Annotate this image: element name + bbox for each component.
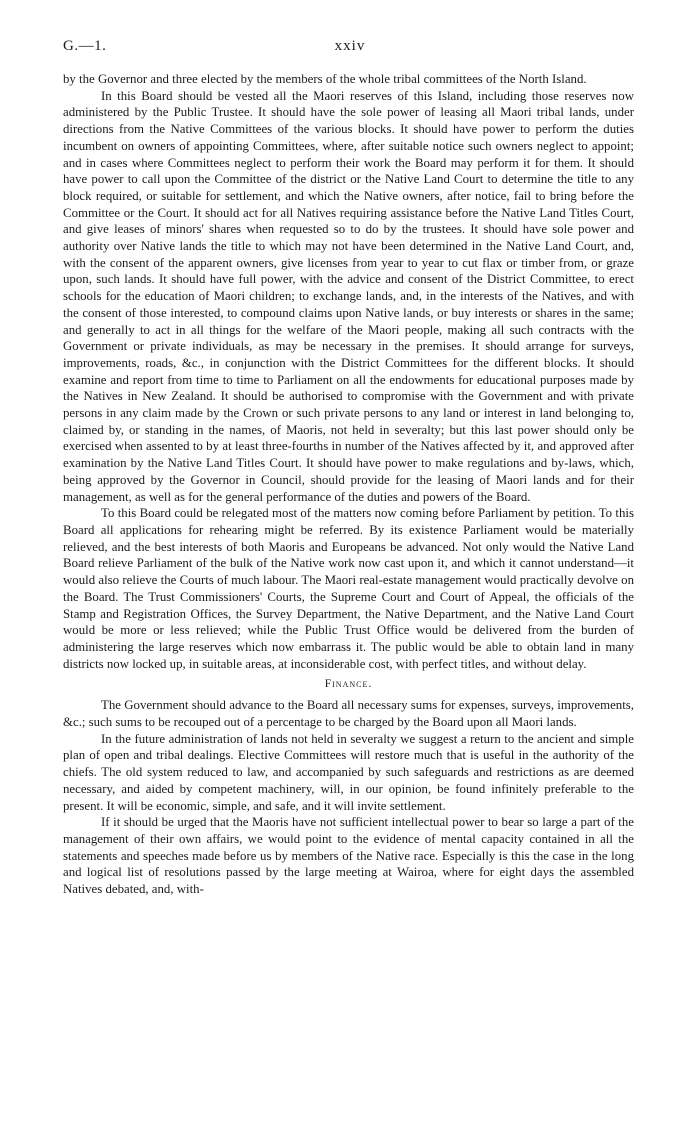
body-text: [63, 71, 634, 898]
paragraph-administration: In the future administration of lands not held in severalty we suggest a return to the ancient and simple plan of open and tribal dealings. Elective Committees will restore much that is useful in the authority of the chiefs. The old system reduced to law, and accompanied by such safeguards and restrictions as are deemed necessary, and aided by competent machinery, will, in our opinion, be found infinitely preferable to the present. It will be economic, simple, and safe, and it will invite settlement.: [63, 731, 634, 813]
paragraph-board-powers: In this Board should be vested all the Maori reserves of this Island, including those reserves now administered by the Public Trustee. It should have the sole power of leasing all Maori tribal lands, under directions from the Native Committees of the various blocks. It should have power to perform the duties incumbent on owners of appointing Committees, where, after suitable notice such owners neglect to appoint; and in cases where Committees neglect to perform their work the Board may perform it for them. It should have power to call upon the Committee of the district or the Native Land Court to determine the title to any block required, or suitable for settlement, and which the Native owners, after notice, fail to bring before the Committee or the Court. It should act for all Natives requiring assistance before the Native Land Titles Court, and give leases of minors' shares when requested so to do by the trustees. It should have sole power and authority over Native lands the title to which may not have been determined in the Native Land Court, and, with the consent of the apparent owners, give licenses from year to year to cut flax or timber from, or graze upon, such lands. It should have full power, with the advice and consent of the District Committee, to erect schools for the education of Maori children; to exchange lands, and, in the interests of the Natives, and with the consent of those interested, to compound claims upon Native lands, or buy interests or shares in the same; and generally to act in all things for the welfare of the Maori people, making all such contracts with the Government or private individuals, as may be necessary in the premises. It should arrange for surveys, improvements, roads, &c., in conjunction with the District Committees for the different blocks. It should examine and report from time to time to Parliament on all the endowments for educational purposes made by the Natives in New Zealand. It should be authorised to compromise with the Government and with private persons in any claim made by the Crown or such private persons to any land or interest in land belonging to, claimed by, or standing in the names, of Maoris, not held in severalty; but this last power should only be exercised when assented to by at least three-fourths in number of the Natives affected by it, and approved after examination by the Native Land Titles Court. It should have power to make regulations and by-laws, which, being approved by the Governor in Council, should provide for the leasing of Maori lands and for their management, as well as for the general performance of the duties and powers of the Board.: [63, 88, 634, 504]
paragraph-board-relegation: To this Board could be relegated most of the matters now coming before Parliament by petition. To this Board all applications for rehearing might be referred. By its existence Parliament would be materially relieved, and the best interests of both Maoris and Europeans be advanced. Not only would the Native Land Board relieve Parliament of the bulk of the Native work now cast upon it, and which it cannot understand—it would also relieve the Courts of much labour. The Maori real-estate management would practically devolve on the Board. The Trust Commissioners' Courts, the Supreme Court and Court of Appeal, the officials of the Stamp and Registration Offices, the Survey Department, the Native Department, and the Native Land Court would be more or less relieved; while the Public Trust Office would be delivered from the burden of administering the large reserves which now embarrass it. The public would be able to obtain land in many districts now locked up, in suitable areas, at inconsiderable cost, with perfect titles, and without delay.: [63, 506, 634, 671]
paragraph-intellectual-power: If it should be urged that the Maoris have not sufficient intellectual power to bear so large a part of the management of their own affairs, we would point to the evidence of mental capacity contained in all the statements and speeches made before us by members of the Native race. Especially is this the case in the long and logical list of resolutions passed by the large meeting at Wairoa, where for eight days the assembled Natives debated, and, with-: [63, 815, 634, 897]
paragraph-continuation: by the Governor and three elected by the members of the whole tribal committees of the North Island.: [63, 72, 587, 86]
paper-reference: G.—1.: [63, 38, 107, 54]
page-number: xxiv: [334, 38, 366, 54]
paragraph-finance: The Government should advance to the Board all necessary sums for expenses, surveys, improvements, &c.; such sums to be recouped out of a percentage to be charged by the Board upon all Maori lands.: [63, 698, 634, 730]
section-heading-finance: Finance.: [324, 678, 373, 691]
